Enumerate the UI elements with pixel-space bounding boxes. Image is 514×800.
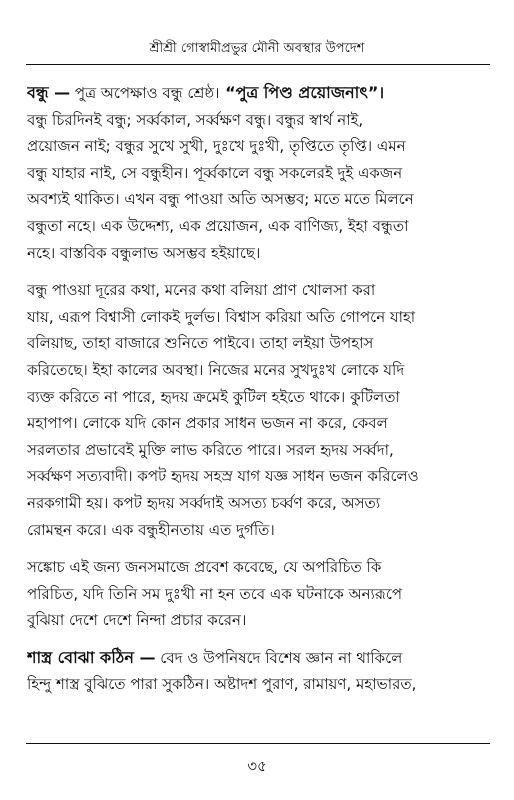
text-line: বলিয়াছ, তাহা বাজারে শুনিতে পাইবে। তাহা লইয়া উপহাস (27, 334, 374, 353)
running-header: শ্রীশ্রী গোস্বামীপ্রভুর মৌনী অবস্থার উপদেশ (149, 41, 365, 56)
body-text (27, 80, 491, 709)
text-line: যায়, এরূপ বিশ্বাসী লোকই দুর্লভ। বিশ্বাস করিয়া অতি গোপনে যাহা (27, 307, 416, 326)
paragraph-trust (27, 277, 491, 543)
page-number: ৩৫ (247, 757, 267, 775)
text-line: নহে। বাস্তবিক বন্ধুলাভ অসম্ভব হইয়াছে। (27, 243, 261, 262)
paragraph-friend-first-line (27, 80, 491, 107)
text-line: সঙ্কোচ এই জন্য জনসমাজে প্রবেশ কবেছে, যে অপরিচিত কি (27, 558, 382, 577)
text-line: সরলতার প্রভাবেই মুক্তি লাভ করিতে পারে। সরল হৃদয় সর্ব্বদা, (27, 440, 394, 459)
text-line: মহাপাপ। লোকে যদি কোন প্রকার সাধন ভজন না করে, কেবল (27, 414, 388, 433)
text-line: বন্ধু পাওয়া দূরের কথা, মনের কথা বলিয়া প্রাণ খোলসা করা (27, 281, 376, 300)
sanskrit-quote: “পুত্র পিণ্ড প্রয়োজনাৎ”। (219, 83, 385, 102)
section-heading-friend: বন্ধু — (27, 83, 71, 102)
text-line: বন্ধুতা নহে। এক উদ্দেশ্য, এক প্রয়োজন, এক বাণিজ্য, ইহা বন্ধুতা (27, 216, 409, 235)
text-line: প্রয়োজন নাই; বন্ধুর সুখে সুখী, দুঃখে দুঃখী, তৃপ্তিতে তৃপ্তি। এমন (27, 137, 406, 156)
paragraph-friend (27, 80, 491, 266)
text-line: সর্ব্বক্ষণ সত্যবাদী। কপট হৃদয় সহস্র যাগ যজ্ঞ সাধন ভজন করিলেও (27, 467, 419, 486)
text-line: অবশ্যই থাকিত। এখন বন্ধু পাওয়া অতি অসম্ভব; মতে মতে মিলনে (27, 190, 414, 209)
paragraph-scripture-first-line (27, 645, 491, 672)
section-heading-scripture: শাস্ত্র বোঝা কঠিন — (27, 647, 156, 667)
footer-rule (26, 743, 490, 744)
text-line: বন্ধু চিরদিনই বন্ধু; সর্ব্বকাল, সর্ব্বক্ষণ বন্ধু। বন্ধুর স্বার্থ নাই, (27, 110, 364, 129)
text-line: পরিচিত, যদি তিনি সম দুঃখী না হন তবে এক ঘটনাকে অন্যরূপে (27, 584, 403, 603)
text-line: করিতেছে। ইহা কালের অবস্থা। নিজের মনের সুখদুঃখ লোকে যদি (27, 360, 405, 379)
text-line: নরকগামী হয়। কপট হৃদয় সর্ব্বদাই অসত্য চর্ব্বণ করে, অসত্য (27, 493, 381, 512)
header-rule (26, 64, 490, 65)
paragraph-hesitation (27, 554, 491, 634)
text-line: বন্ধু যাহার নাই, সে বন্ধুহীন। পূর্ব্বকালে বন্ধু সকলেরই দুই একজন (27, 163, 403, 182)
text-run: পুত্র অপেক্ষাও বন্ধু শ্রেষ্ঠ। (70, 84, 220, 102)
text-line: রোমন্থন করে। এক বন্ধুহীনতায় এত দুর্গতি। (27, 520, 275, 539)
text-line: বুঝিয়া দেশে দেশে নিন্দা প্রচার করেন। (27, 611, 247, 630)
text-line: হিন্দু শাস্ত্র বুঝিতে পারা সুকঠিন। অষ্টাদশ পুরাণ, রামায়ণ, মহাভারত, (27, 675, 417, 694)
text-line: ব্যক্ত করিতে না পারে, হৃদয় ক্রমেই কুটিল হইতে থাকে। কুটিলতা (27, 387, 400, 406)
paragraph-scripture (27, 645, 491, 698)
text-run: বেদ ও উপনিষদে বিশেষ জ্ঞান না থাকিলে (155, 648, 403, 667)
